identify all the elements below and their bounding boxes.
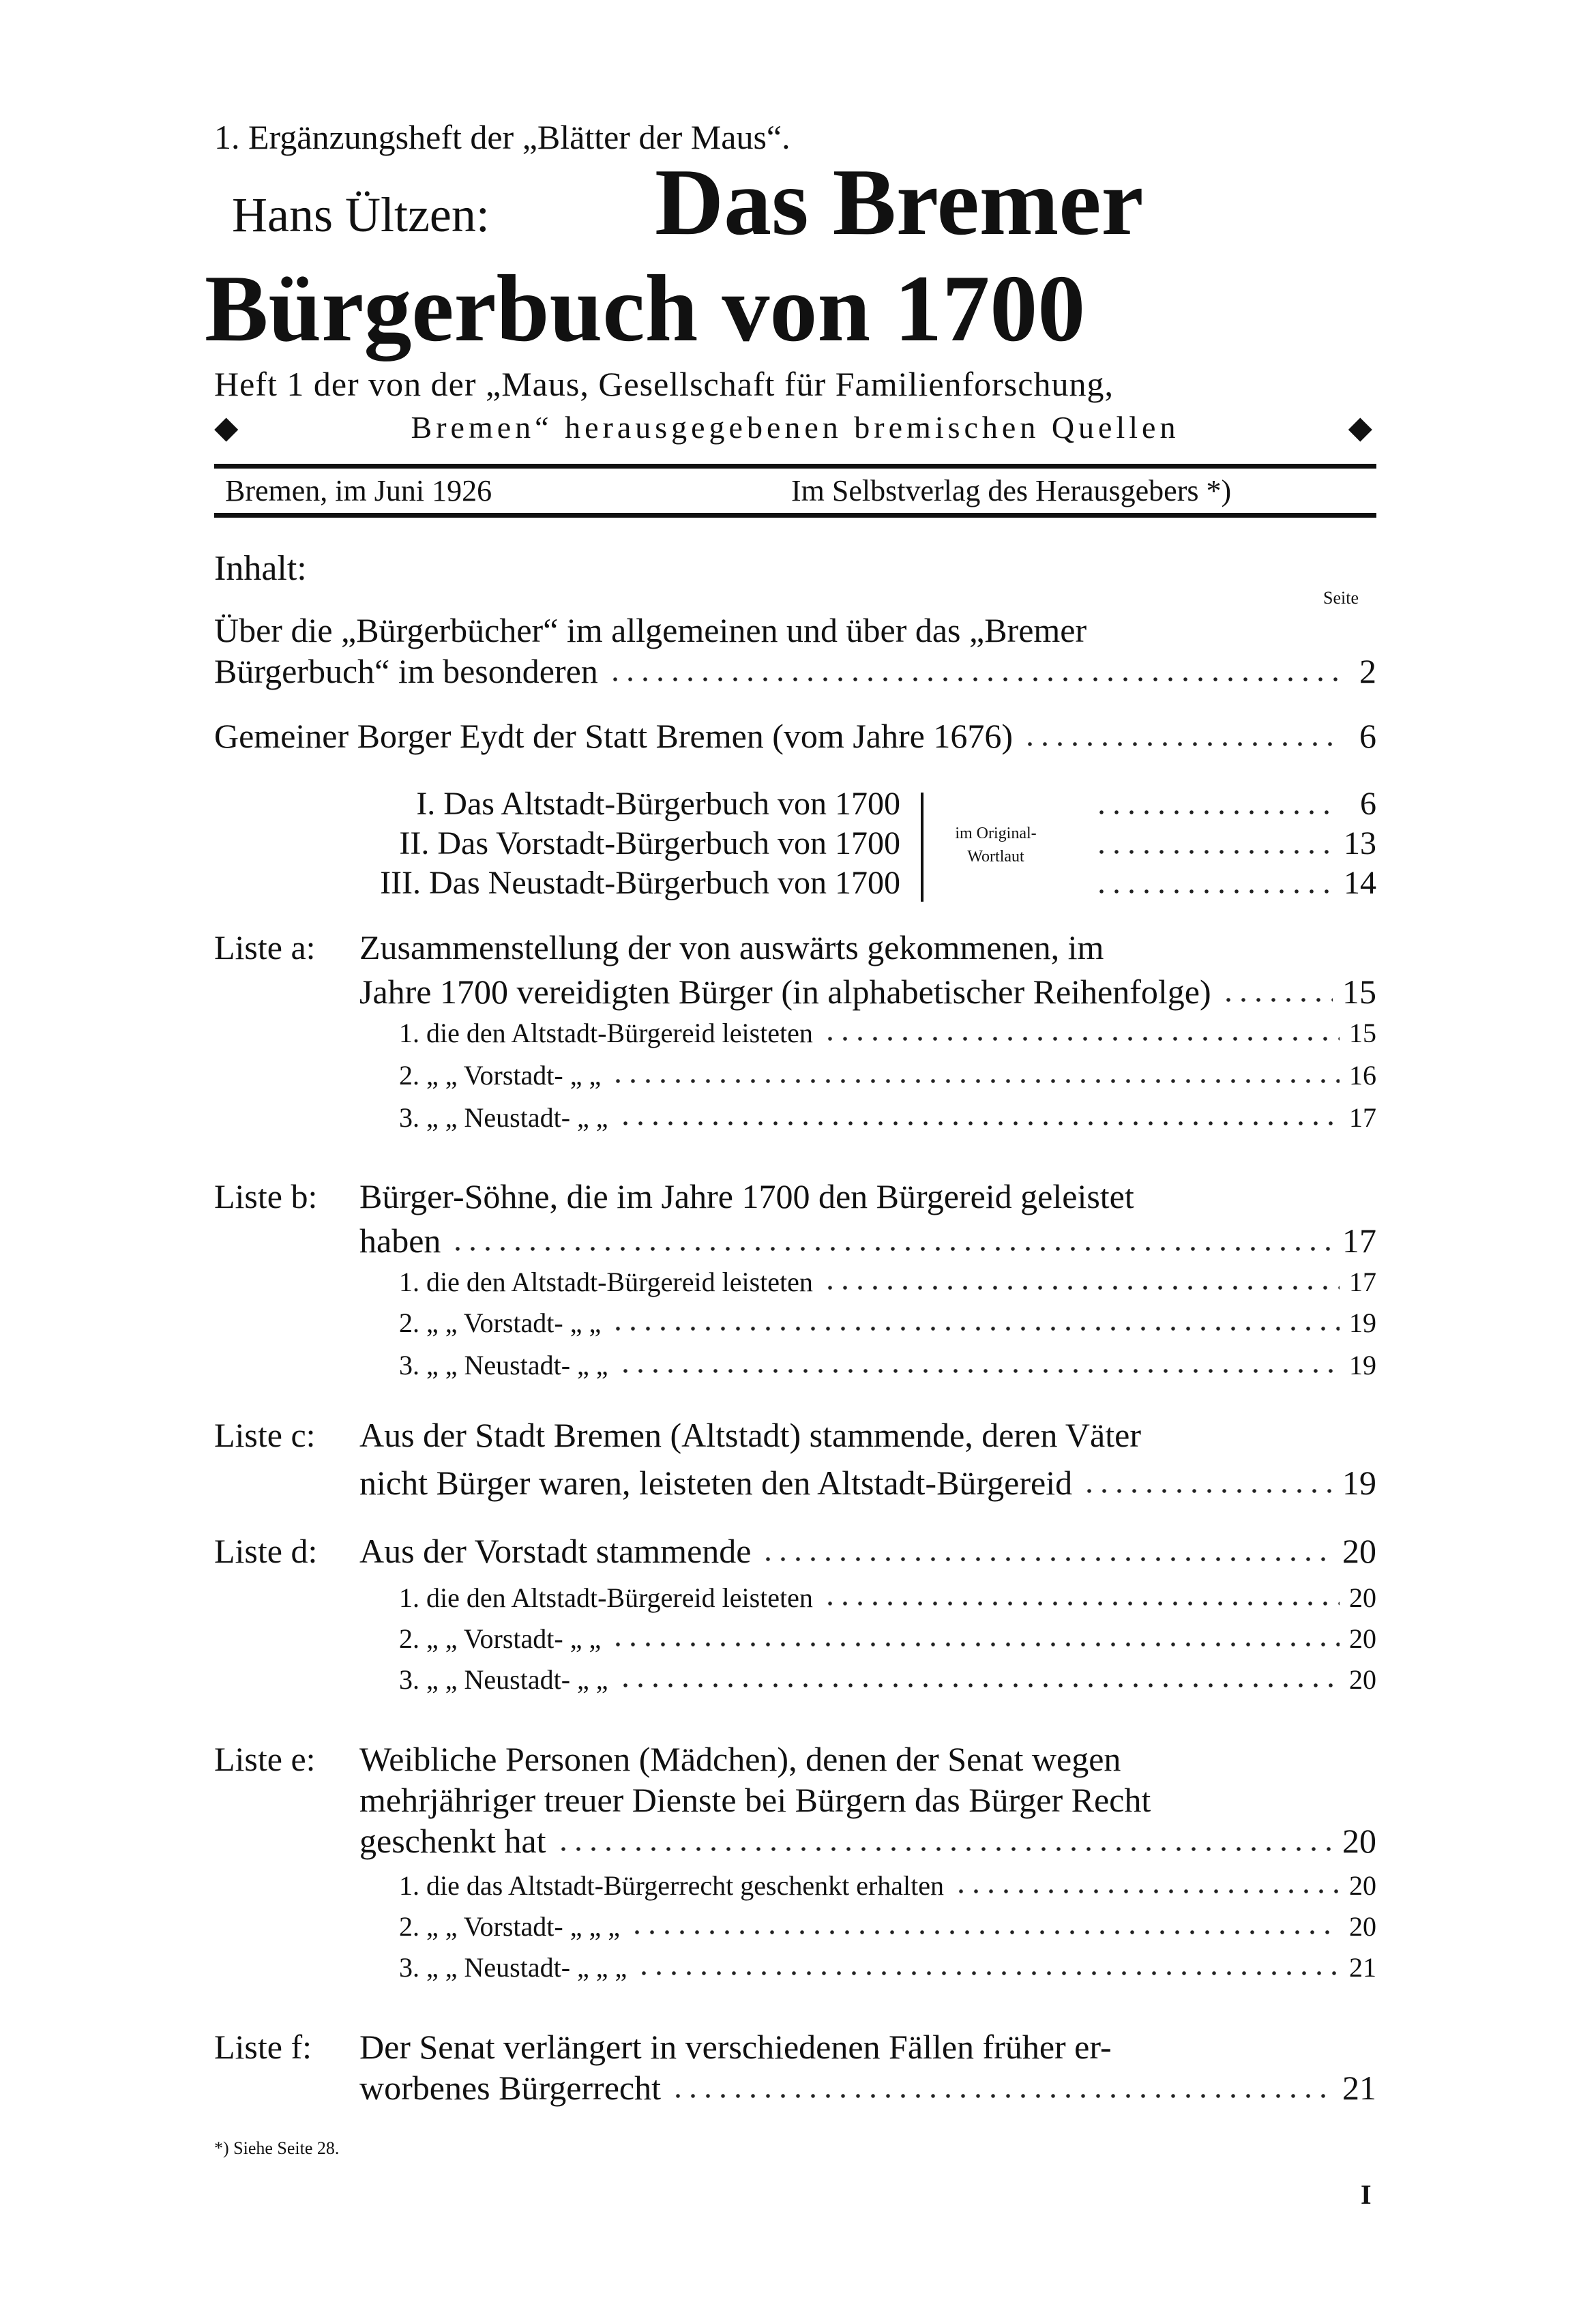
footnote: *) Siehe Seite 28. <box>214 2138 340 2158</box>
page-number: I <box>1361 2179 1372 2210</box>
list-b-sub-3: 3. „ „ Neustadt- „ „ 19 <box>399 1350 1376 1380</box>
list-f-line-1: Liste f: Der Senat verlängert in verschiedenen Fällen früher er- <box>214 2028 1112 2066</box>
list-c-entry: nicht Bürger waren, leisteten den Altstadt-Bürgereid 19 <box>359 1464 1376 1502</box>
list-e-sub-3: 3. „ „ Neustadt- „ „ „ 21 <box>399 1952 1376 1983</box>
publisher: Im Selbstverlag des Herausgebers *) <box>791 474 1232 507</box>
book-1: I. Das Altstadt-Bürgerbuch von 1700 <box>416 786 900 822</box>
list-d-entry: Liste d: Aus der Vorstadt stammende 20 <box>214 1532 1376 1570</box>
list-b-line-1: Liste b: Bürger-Söhne, die im Jahre 1700 den Bürgereid geleistet <box>214 1177 1134 1215</box>
list-a-sub-3: 3. „ „ Neustadt- „ „ 17 <box>399 1102 1376 1133</box>
toc-entry-oath: Gemeiner Borger Eydt der Statt Bremen (vom Jahre 1676) 6 <box>214 717 1376 755</box>
books-note-1: im Original- <box>955 825 1037 842</box>
list-d-sub-1: 1. die den Altstadt-Bürgereid leisteten 20 <box>399 1582 1376 1613</box>
list-a-sub-2: 2. „ „ Vorstadt- „ „ 16 <box>399 1060 1376 1091</box>
toc-books-group: I. Das Altstadt-Bürgerbuch von 1700 II. Das Vorstadt-Bürgerbuch von 1700 III. Das Neustadt-Bürgerbuch von 1700 im Original- Wortlaut 6 13 14 <box>218 784 1376 914</box>
book-3: III. Das Neustadt-Bürgerbuch von 1700 <box>380 865 900 901</box>
ornament-right: ◆ <box>1348 410 1376 445</box>
list-b-sub-1: 1. die den Altstadt-Bürgereid leisteten 17 <box>399 1267 1376 1297</box>
place-date: Bremen, im Juni 1926 <box>225 474 492 507</box>
toc-heading: Inhalt: <box>214 549 307 588</box>
series-line: 1. Ergänzungsheft der „Blätter der Maus“. <box>214 118 790 156</box>
list-a-line-1: Liste a: Zusammenstellung der von auswärts gekommenen, im <box>214 928 1104 966</box>
list-e-line-2: mehrjähriger treuer Dienste bei Bürgern das Bürger Recht <box>359 1781 1151 1819</box>
author: Hans Ültzen: <box>232 188 490 242</box>
books-note-2: Wortlaut <box>967 848 1024 866</box>
page-column-label: Seite <box>1323 588 1359 608</box>
brace <box>921 793 923 902</box>
list-e-sub-2: 2. „ „ Vorstadt- „ „ „ 20 <box>399 1911 1376 1942</box>
list-a-entry: Jahre 1700 vereidigten Bürger (in alphabetischer Reihenfolge) 15 <box>359 973 1376 1011</box>
rule-bottom <box>214 513 1376 518</box>
rule-top <box>214 464 1376 469</box>
ornament-left: ◆ <box>214 410 243 445</box>
list-e-entry: geschenkt hat 20 <box>359 1822 1376 1860</box>
title-line-1: Das Bremer <box>655 149 1144 255</box>
list-b-sub-2: 2. „ „ Vorstadt- „ „ 19 <box>399 1308 1376 1338</box>
list-b-entry: haben 17 <box>359 1222 1376 1260</box>
subtitle-line-2: Bremen“ herausgegebenen bremischen Quellen <box>411 410 1180 445</box>
toc-intro-line-1: Über die „Bürgerbücher“ im allgemeinen und über das „Bremer <box>214 611 1087 649</box>
book-2: II. Das Vorstadt-Bürgerbuch von 1700 <box>399 825 900 861</box>
list-f-entry: worbenes Bürgerrecht 21 <box>359 2069 1376 2107</box>
list-e-sub-1: 1. die das Altstadt-Bürgerrecht geschenkt erhalten 20 <box>399 1870 1376 1901</box>
list-d-sub-2: 2. „ „ Vorstadt- „ „ 20 <box>399 1623 1376 1654</box>
list-c-line-1: Liste c: Aus der Stadt Bremen (Altstadt) stammende, deren Väter <box>214 1416 1141 1454</box>
toc-entry-intro: Bürgerbuch“ im besonderen 2 <box>214 652 1376 690</box>
list-a-sub-1: 1. die den Altstadt-Bürgereid leisteten 15 <box>399 1018 1376 1048</box>
list-e-line-1: Liste e: Weibliche Personen (Mädchen), denen der Senat wegen <box>214 1740 1121 1778</box>
subtitle-line-1: Heft 1 der von der „Maus, Gesellschaft für Familienforschung, <box>214 365 1114 403</box>
list-d-sub-3: 3. „ „ Neustadt- „ „ 20 <box>399 1664 1376 1695</box>
title-line-2: Bürgerbuch von 1700 <box>205 256 1086 361</box>
